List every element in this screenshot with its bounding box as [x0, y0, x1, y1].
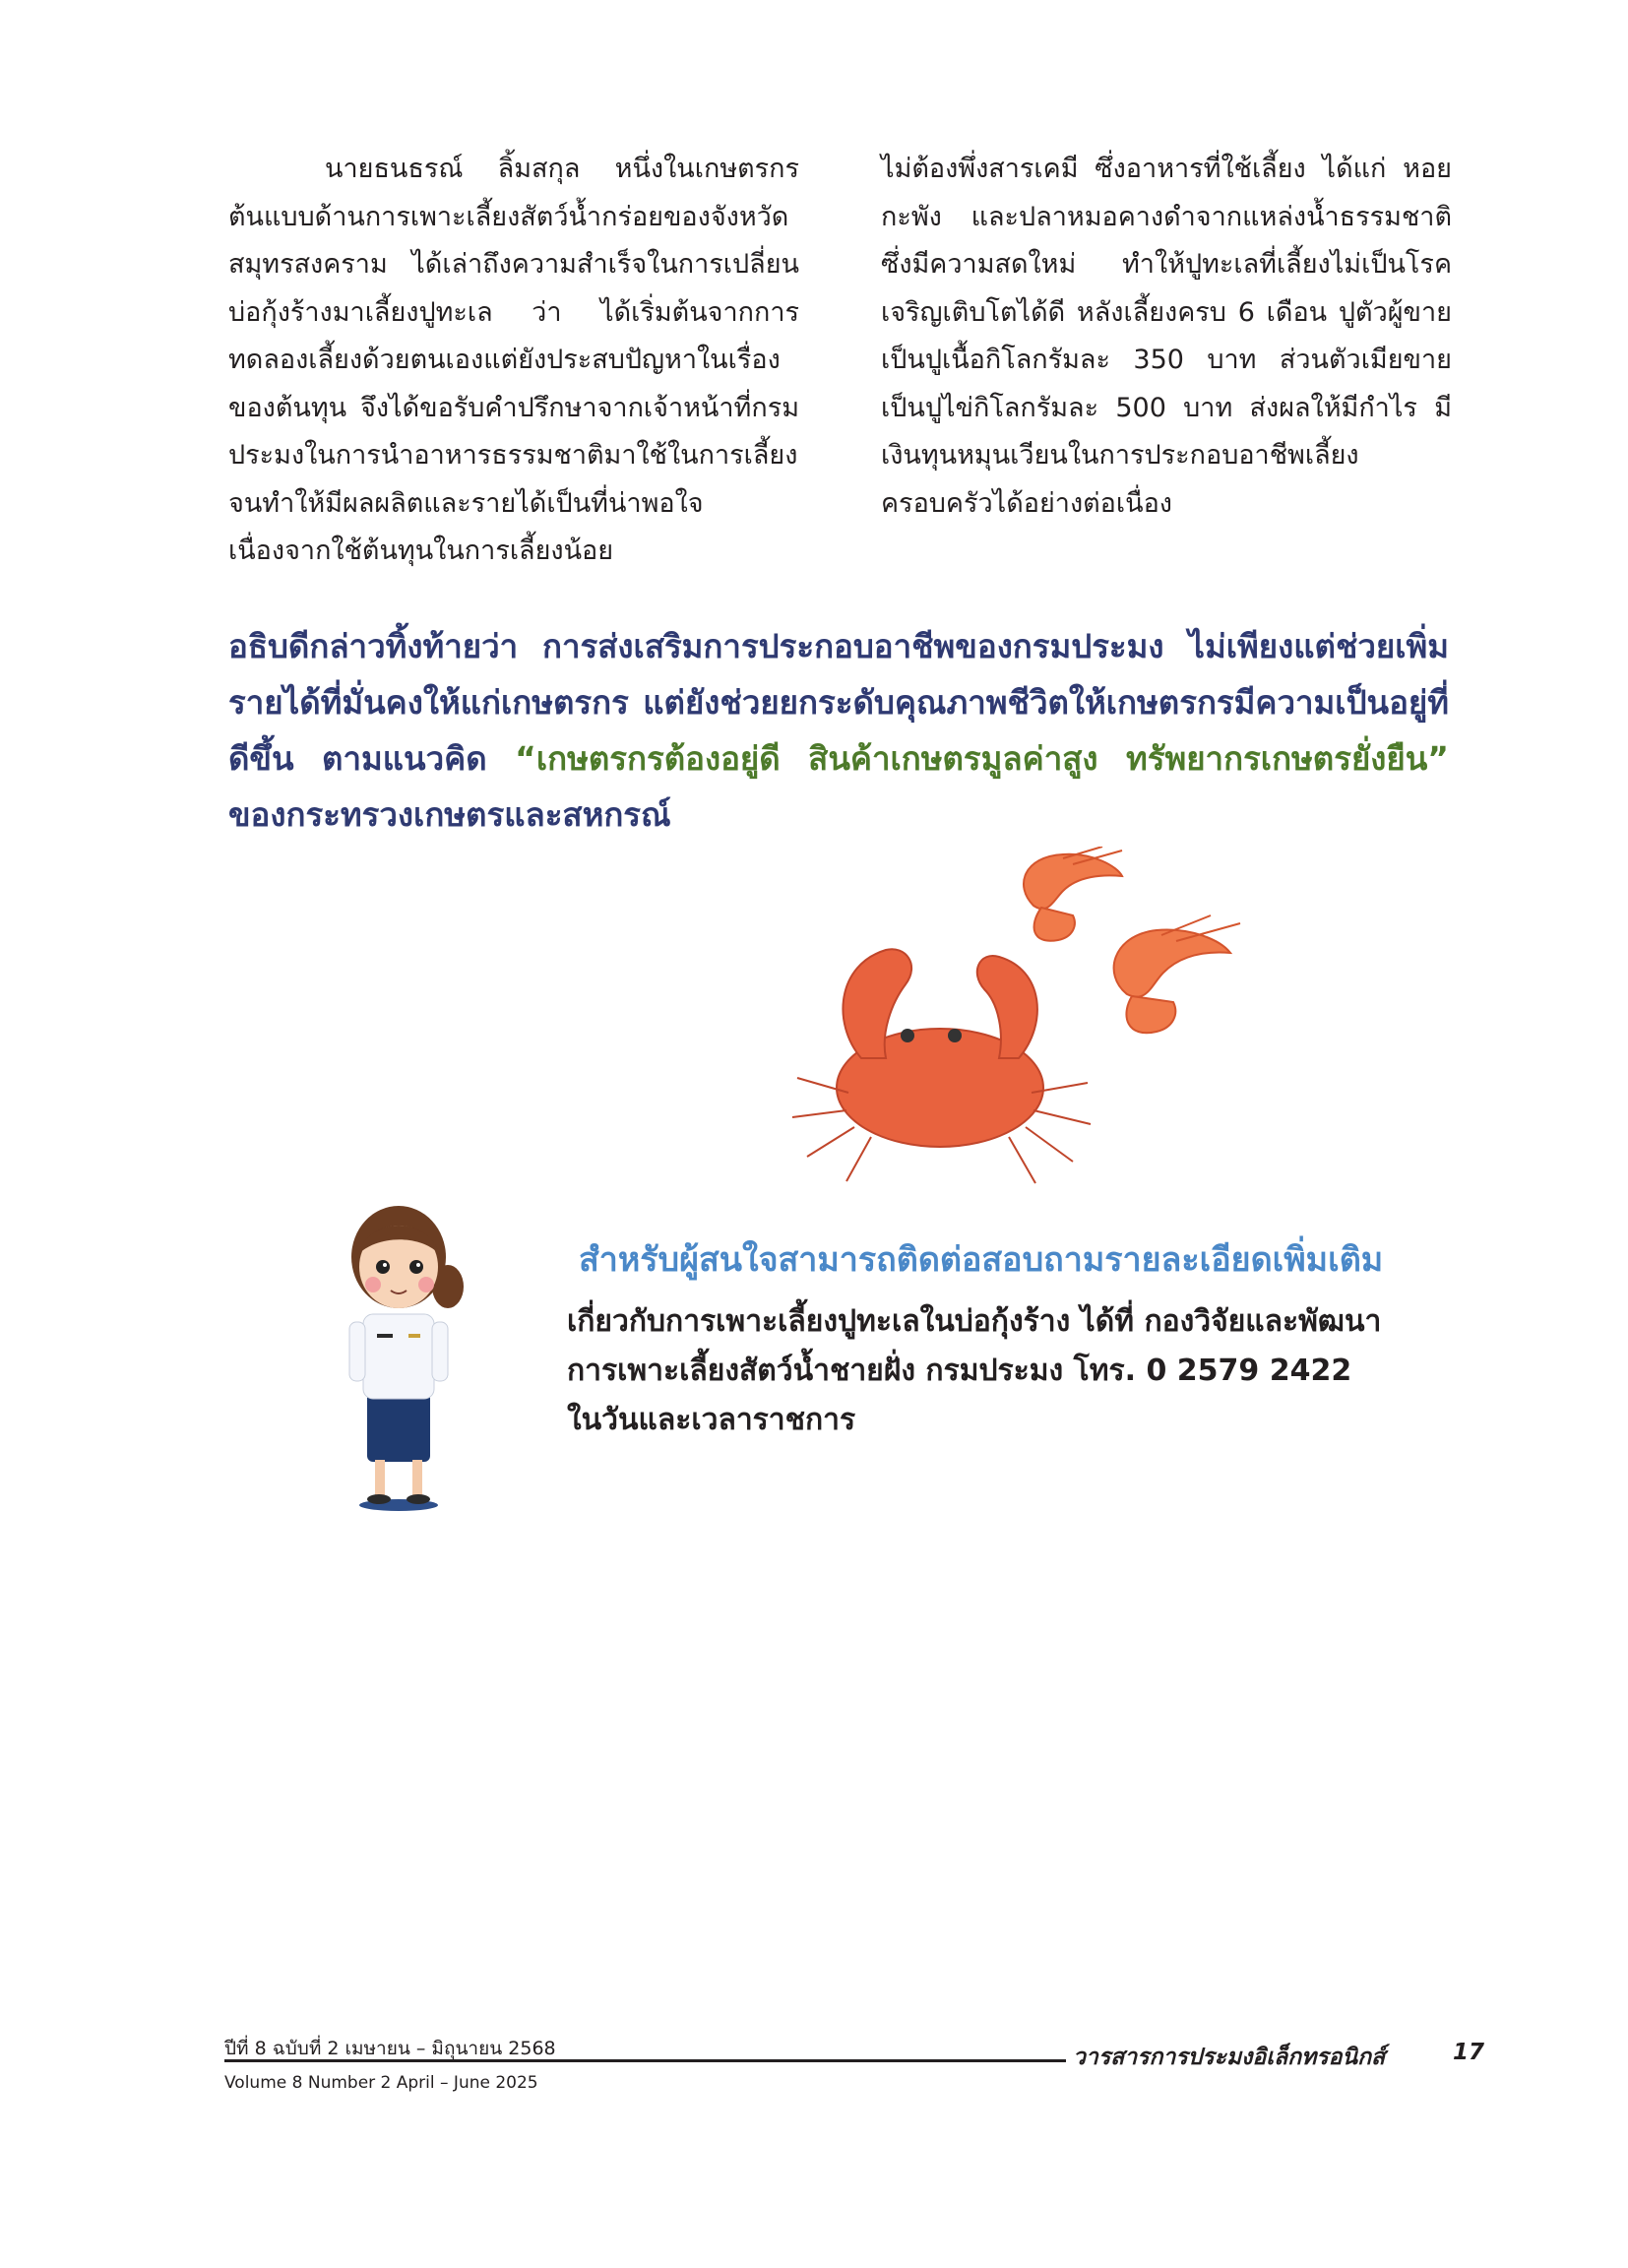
footer-issue-thai: ปีที่ 8 ฉบับที่ 2 เมษายน – มิถุนายน 2568: [224, 2038, 556, 2059]
article-column-right: ไม่ต้องพึ่งสารเคมี ซึ่งอาหารที่ใช้เลี้ยง ได้แก่ หอยกะพัง และปลาหมอคางดำจากแหล่งน้ำธรรมชาติซึ่งมีความสดใหม่ ทำให้ปูทะเลที่เลี้ยงไม่เป็นโรค เจริญเติบโตได้ดี หลังเลี้ยงครบ 6 เดือน ปูตัวผู้ขายเป็นปูเนื้อกิโลกรัมละ 350 บาท ส่วนตัวเมียขายเป็นปูไข่กิโลกรัมละ 500 บาท ส่งผลให้มีกำไร มีเงินทุนหมุนเวียนในการประกอบอาชีพเลี้ยงครอบครัวได้อย่างต่อเนื่อง: [881, 154, 1452, 519]
shrimp-icon: [1024, 847, 1122, 941]
officer-girl-icon: [330, 1196, 468, 1511]
footer-journal-name: วารสารการประมงอิเล็กทรอนิกส์: [1073, 2045, 1386, 2070]
contact-heading: สำหรับผู้สนใจสามารถติดต่อสอบถามรายละเอียดเพิ่มเติม: [579, 1240, 1384, 1280]
page-number: 17: [1453, 2040, 1485, 2065]
quote-lead: อธิบดีกล่าวทิ้งท้ายว่า การส่งเสริมการประกอบอาชีพของกรมประมง ไม่เพียงแต่ช่วยเพิ่มรายได้ที่มั่นคงให้แก่เกษตรกร แต่ยังช่วยยกระดับคุณภาพชีวิตให้เกษตรกรมีความเป็นอยู่ที่ดีขึ้น ตามแนวคิด: [228, 627, 1449, 778]
contact-details: [567, 1297, 1453, 1445]
crab-shrimp-illustration: [778, 847, 1289, 1201]
crab-icon: [792, 949, 1091, 1183]
contact-line-1: เกี่ยวกับการเพาะเลี้ยงปูทะเลในบ่อกุ้งร้าง ได้ที่ กองวิจัยและพัฒนา: [567, 1304, 1382, 1339]
quote-tail: ของกระทรวงเกษตรและสหกรณ์: [228, 795, 671, 834]
contact-line-2: การเพาะเลี้ยงสัตว์น้ำชายฝั่ง กรมประมง โทร. 0 2579 2422: [567, 1354, 1352, 1388]
footer-divider: [224, 2059, 1066, 2062]
article-column-left: นายธนธรณ์ ลิ้มสกุล หนึ่งในเกษตรกรต้นแบบด้านการเพาะเลี้ยงสัตว์น้ำกร่อยของจังหวัดสมุทรสงคราม ได้เล่าถึงความสำเร็จในการเปลี่ยนบ่อกุ้งร้างมาเลี้ยงปูทะเล ว่า ได้เริ่มต้นจากการทดลองเลี้ยงด้วยตนเองแต่ยังประสบปัญหาในเรื่องของต้นทุน จึงได้ขอรับคำปรึกษาจากเจ้าหน้าที่กรมประมงในการนำอาหารธรรมชาติมาใช้ในการเลี้ยง จนทำให้มีผลผลิตและรายได้เป็นที่น่าพอใจ เนื่องจากใช้ต้นทุนในการเลี้ยงน้อย: [228, 154, 799, 566]
quote-slogan: “เกษตรกรต้องอยู่ดี สินค้าเกษตรมูลค่าสูง ทรัพยากรเกษตรยั่งยืน”: [515, 739, 1449, 778]
closing-quote: [228, 618, 1449, 843]
footer-issue-english: Volume 8 Number 2 April – June 2025: [224, 2073, 538, 2093]
shrimp-icon: [1114, 915, 1240, 1033]
contact-line-3: ในวันและเวลาราชการ: [567, 1403, 856, 1437]
